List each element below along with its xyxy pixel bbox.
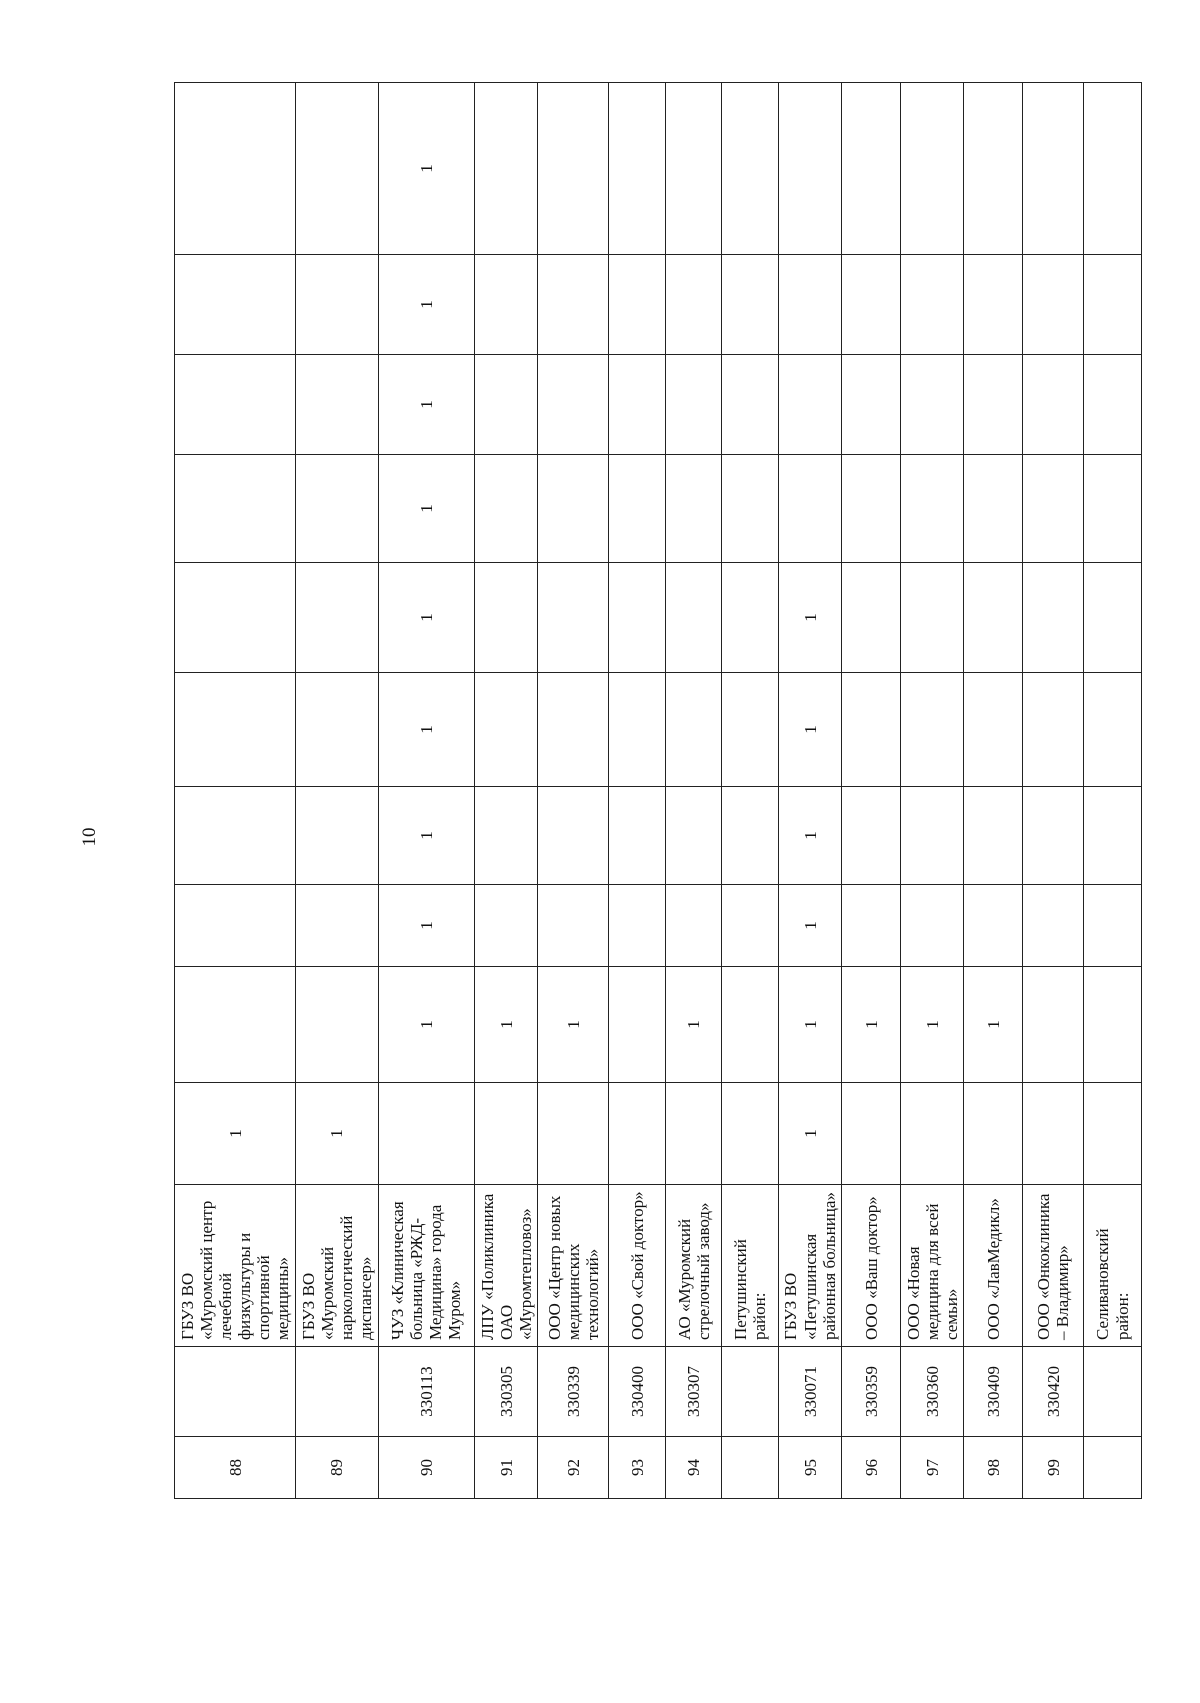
mark-cell (842, 1083, 901, 1185)
mark-cell (842, 355, 901, 455)
mark-cell (475, 673, 538, 787)
mark-cell (1084, 967, 1142, 1083)
mark-cell (296, 83, 378, 255)
mark-cell (475, 455, 538, 563)
organization-code: 330305 (475, 1347, 538, 1437)
organization-name: ГБУЗ ВО «Петушинская районная больница» (778, 1185, 841, 1347)
organization-code (1084, 1347, 1142, 1437)
row-number: 99 (1023, 1437, 1084, 1499)
mark-cell (296, 967, 378, 1083)
mark-cell: 1 (666, 967, 722, 1083)
organization-name: ГБУЗ ВО «Муромский центр лечебной физкультуры и спортивной медицины» (175, 1185, 296, 1347)
organization-name: ООО «Новая медицина для всей семьи» (901, 1185, 964, 1347)
mark-cell: 1 (778, 673, 841, 787)
mark-cell (842, 673, 901, 787)
organization-code: 330307 (666, 1347, 722, 1437)
mark-cell: 1 (378, 967, 475, 1083)
mark-cell (778, 83, 841, 255)
row-number: 94 (666, 1437, 722, 1499)
mark-cell (609, 563, 666, 673)
mark-cell (722, 255, 779, 355)
mark-cell (609, 355, 666, 455)
mark-cell (609, 255, 666, 355)
table-row (722, 83, 779, 1499)
mark-cell (1084, 787, 1142, 885)
mark-cell (175, 885, 296, 967)
mark-cell (475, 1083, 538, 1185)
mark-cell (296, 787, 378, 885)
mark-cell (722, 455, 779, 563)
mark-cell (842, 83, 901, 255)
mark-cell (175, 83, 296, 255)
mark-cell (722, 1083, 779, 1185)
mark-cell (175, 673, 296, 787)
mark-cell (901, 1083, 964, 1185)
table-row (538, 83, 609, 1499)
mark-cell (1023, 885, 1084, 967)
mark-cell (666, 787, 722, 885)
mark-cell (901, 787, 964, 885)
mark-cell (1084, 885, 1142, 967)
table-row (475, 83, 538, 1499)
mark-cell (901, 355, 964, 455)
mark-cell (475, 255, 538, 355)
row-number: 97 (901, 1437, 964, 1499)
register-table-body (175, 83, 1142, 1499)
mark-cell (296, 885, 378, 967)
mark-cell (722, 787, 779, 885)
mark-cell (538, 255, 609, 355)
mark-cell (1084, 563, 1142, 673)
mark-cell (778, 255, 841, 355)
mark-cell (296, 673, 378, 787)
organization-name: ООО «Онкоклиника – Владимир» (1023, 1185, 1084, 1347)
mark-cell (296, 355, 378, 455)
mark-cell: 1 (378, 83, 475, 255)
mark-cell: 1 (175, 1083, 296, 1185)
mark-cell (842, 255, 901, 355)
register-table (174, 82, 1142, 1499)
mark-cell (1023, 967, 1084, 1083)
mark-cell (475, 83, 538, 255)
mark-cell (175, 787, 296, 885)
mark-cell (475, 885, 538, 967)
mark-cell (722, 967, 779, 1083)
mark-cell (964, 1083, 1023, 1185)
mark-cell (842, 563, 901, 673)
mark-cell: 1 (538, 967, 609, 1083)
mark-cell (842, 885, 901, 967)
mark-cell (1084, 1083, 1142, 1185)
table-row (842, 83, 901, 1499)
organization-code (296, 1347, 378, 1437)
mark-cell (538, 355, 609, 455)
organization-code: 330400 (609, 1347, 666, 1437)
mark-cell (296, 455, 378, 563)
organization-name: ООО «ЛавМедикл» (964, 1185, 1023, 1347)
row-number (722, 1437, 779, 1499)
mark-cell (722, 673, 779, 787)
mark-cell (1084, 255, 1142, 355)
mark-cell (175, 355, 296, 455)
mark-cell (475, 355, 538, 455)
organization-code: 330360 (901, 1347, 964, 1437)
mark-cell: 1 (378, 673, 475, 787)
mark-cell: 1 (778, 787, 841, 885)
mark-cell (722, 83, 779, 255)
mark-cell (475, 563, 538, 673)
row-number (1084, 1437, 1142, 1499)
mark-cell (538, 885, 609, 967)
mark-cell (666, 83, 722, 255)
organization-name: ЧУЗ «Клиническая больница «РЖД-Медицина» города Муром» (378, 1185, 475, 1347)
organization-name: ООО «Ваш доктор» (842, 1185, 901, 1347)
mark-cell (842, 455, 901, 563)
row-number: 95 (778, 1437, 841, 1499)
mark-cell (609, 885, 666, 967)
mark-cell (901, 255, 964, 355)
row-number: 91 (475, 1437, 538, 1499)
mark-cell: 1 (778, 885, 841, 967)
mark-cell (1084, 455, 1142, 563)
mark-cell (722, 885, 779, 967)
mark-cell (538, 1083, 609, 1185)
mark-cell (538, 83, 609, 255)
mark-cell: 1 (475, 967, 538, 1083)
organization-name: ООО «Центр новых медицинских технологий» (538, 1185, 609, 1347)
organization-name: Петушинский район: (722, 1185, 779, 1347)
mark-cell (1023, 787, 1084, 885)
mark-cell (609, 787, 666, 885)
page-number: 10 (79, 827, 100, 847)
mark-cell (666, 255, 722, 355)
mark-cell (1023, 673, 1084, 787)
table-row (1023, 83, 1084, 1499)
mark-cell (538, 787, 609, 885)
table-row (296, 83, 378, 1499)
row-number: 88 (175, 1437, 296, 1499)
table-row (901, 83, 964, 1499)
row-number: 89 (296, 1437, 378, 1499)
organization-code (722, 1347, 779, 1437)
mark-cell (1023, 83, 1084, 255)
mark-cell (296, 563, 378, 673)
mark-cell (964, 455, 1023, 563)
mark-cell (964, 787, 1023, 885)
organization-name: ГБУЗ ВО «Муромский наркологический диспансер» (296, 1185, 378, 1347)
organization-name: ООО «Свой доктор» (609, 1185, 666, 1347)
mark-cell: 1 (378, 355, 475, 455)
mark-cell (666, 885, 722, 967)
table-row (609, 83, 666, 1499)
mark-cell (964, 673, 1023, 787)
organization-name: Селивановский район: (1084, 1185, 1142, 1347)
table-row (175, 83, 296, 1499)
mark-cell (609, 1083, 666, 1185)
mark-cell (175, 455, 296, 563)
mark-cell: 1 (901, 967, 964, 1083)
row-number: 96 (842, 1437, 901, 1499)
mark-cell (296, 255, 378, 355)
mark-cell: 1 (378, 787, 475, 885)
mark-cell (1084, 355, 1142, 455)
organization-code: 330071 (778, 1347, 841, 1437)
mark-cell (722, 563, 779, 673)
mark-cell (842, 787, 901, 885)
organization-code (175, 1347, 296, 1437)
mark-cell (1084, 83, 1142, 255)
mark-cell: 1 (378, 455, 475, 563)
mark-cell (964, 83, 1023, 255)
mark-cell (901, 673, 964, 787)
mark-cell: 1 (842, 967, 901, 1083)
mark-cell (1084, 673, 1142, 787)
table-row (778, 83, 841, 1499)
mark-cell (666, 1083, 722, 1185)
row-number: 98 (964, 1437, 1023, 1499)
register-table-wrapper (174, 83, 1142, 1499)
table-row (378, 83, 475, 1499)
organization-code: 330113 (378, 1347, 475, 1437)
mark-cell (538, 673, 609, 787)
mark-cell (175, 967, 296, 1083)
mark-cell: 1 (778, 967, 841, 1083)
mark-cell (1023, 563, 1084, 673)
mark-cell (475, 787, 538, 885)
mark-cell (666, 673, 722, 787)
mark-cell (538, 455, 609, 563)
mark-cell (901, 885, 964, 967)
mark-cell: 1 (378, 885, 475, 967)
mark-cell (609, 455, 666, 563)
mark-cell (609, 83, 666, 255)
mark-cell: 1 (778, 1083, 841, 1185)
row-number: 92 (538, 1437, 609, 1499)
organization-code: 330420 (1023, 1347, 1084, 1437)
table-row (666, 83, 722, 1499)
mark-cell (901, 83, 964, 255)
organization-code: 330359 (842, 1347, 901, 1437)
row-number: 93 (609, 1437, 666, 1499)
mark-cell (538, 563, 609, 673)
mark-cell (666, 355, 722, 455)
mark-cell (901, 563, 964, 673)
mark-cell: 1 (778, 563, 841, 673)
mark-cell (1023, 1083, 1084, 1185)
row-number: 90 (378, 1437, 475, 1499)
mark-cell: 1 (378, 563, 475, 673)
mark-cell (964, 355, 1023, 455)
organization-name: АО «Муромский стрелочный завод» (666, 1185, 722, 1347)
organization-code: 330339 (538, 1347, 609, 1437)
mark-cell (778, 455, 841, 563)
mark-cell (1023, 455, 1084, 563)
mark-cell (778, 355, 841, 455)
mark-cell (175, 563, 296, 673)
mark-cell (964, 563, 1023, 673)
mark-cell: 1 (964, 967, 1023, 1083)
mark-cell (964, 885, 1023, 967)
table-row (1084, 83, 1142, 1499)
organization-name: ЛПУ «Поликлиника ОАО «Муромтепловоз» (475, 1185, 538, 1347)
mark-cell (666, 455, 722, 563)
mark-cell (722, 355, 779, 455)
mark-cell (175, 255, 296, 355)
organization-code: 330409 (964, 1347, 1023, 1437)
mark-cell (666, 563, 722, 673)
mark-cell (609, 967, 666, 1083)
mark-cell (901, 455, 964, 563)
mark-cell (609, 673, 666, 787)
mark-cell (1023, 355, 1084, 455)
mark-cell: 1 (378, 255, 475, 355)
mark-cell (1023, 255, 1084, 355)
table-row (964, 83, 1023, 1499)
mark-cell (378, 1083, 475, 1185)
mark-cell (964, 255, 1023, 355)
mark-cell: 1 (296, 1083, 378, 1185)
